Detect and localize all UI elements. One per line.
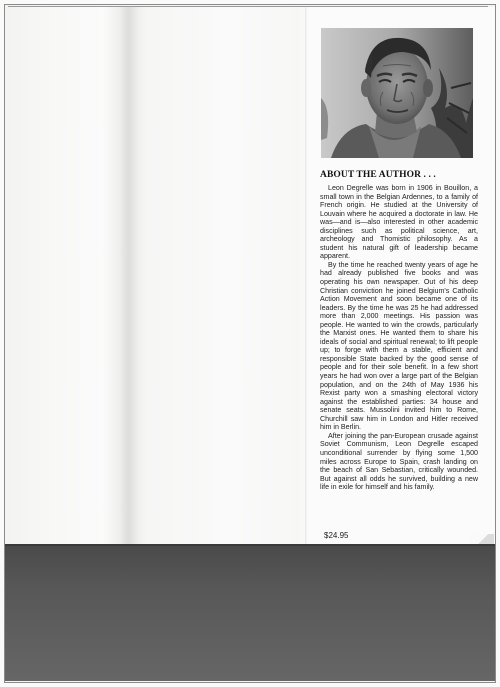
bio-paragraph: After joining the pan-European crusade against Soviet Communism, Leon Degrelle escaped unconditional surrender by flying some 1,500 miles across Europe to Spain, crash landing on the beach of San Sebastian, critically wounded. But against all odds he survived, building a new life in exile for himself and his family. xyxy=(320,431,478,492)
author-photo xyxy=(321,28,473,158)
about-the-author-heading: ABOUT THE AUTHOR . . . xyxy=(320,170,436,180)
author-bio xyxy=(320,184,478,492)
bio-paragraph: By the time he reached twenty years of age he had already published five books and was operating his own newspaper. Out of his deep Christian conviction he joined Belgium's Catholic Action Movement and soon became one of its leaders. By the time he was 25 he had addressed more than 2,000 meetings. His passion was people. He wanted to win the crowds, particularly the Marxist ones. He wanted them to share his ideals of social and spiritual renewal; to lift people up; to forge with them a stable, efficient and responsible State backed by the good sense of people and for their sole benefit. In a few short years he had won over a large part of the Belgian population, and on the 24th of May 1936 his Rexist party won a smashing electoral victory against the established parties: 34 house and senate seats. Mussolini invited him to Rome, Churchill saw him in London and Hitler received him in Berlin. xyxy=(320,260,478,432)
bio-paragraph: Leon Degrelle was born in 1906 in Bouillon, a small town in the Belgian Ardennes, to a family of French origin. He studied at the University of Louvain where he acquired a doctorate in law. He was—and is—also interested in other academic disciplines such as political science, art, archeology and Thomistic philosophy. As a student his natural gift of leadership became apparent. xyxy=(320,184,478,261)
fold-shadow xyxy=(118,7,140,547)
dark-backing xyxy=(5,546,495,681)
top-edge xyxy=(8,6,488,7)
price-label: $24.95 xyxy=(324,531,349,540)
author-portrait-icon xyxy=(321,28,473,158)
flap-edge xyxy=(305,7,307,547)
